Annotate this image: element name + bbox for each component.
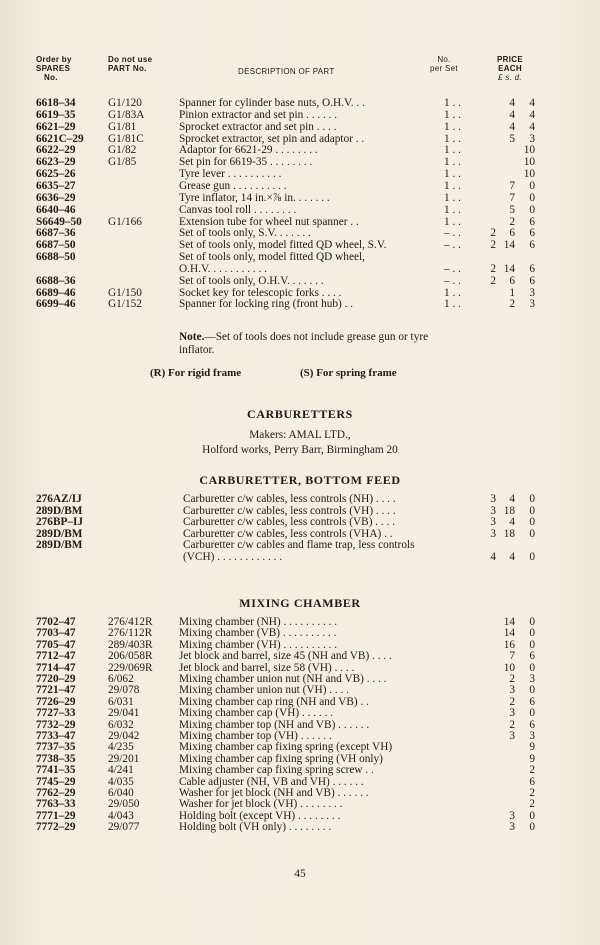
header-part-no bbox=[108, 55, 168, 73]
table-row bbox=[0, 787, 600, 799]
price-shillings: 2 bbox=[509, 718, 515, 731]
table-row bbox=[0, 493, 600, 505]
table-row bbox=[0, 616, 600, 628]
part-description: Cable adjuster (NH, VB and VH) . . . . . . bbox=[179, 775, 364, 788]
price-shillings: 10 bbox=[503, 661, 515, 674]
part-description: Spanner for locking ring (front hub) . . bbox=[179, 298, 354, 311]
part-description: Adaptor for 6621-29 . . . . . . . . bbox=[179, 144, 318, 157]
price-pence: 0 bbox=[529, 638, 535, 651]
part-number: 4/043 bbox=[108, 809, 134, 822]
quantity-per-set: 1 . . bbox=[444, 144, 461, 157]
order-number: S6649–50 bbox=[36, 215, 82, 228]
price-pence: 3 bbox=[529, 298, 535, 311]
price-shillings: 7 bbox=[509, 650, 515, 663]
quantity-per-set: 1 . . bbox=[444, 191, 461, 204]
part-description: Set of tools only, model fitted QD wheel, S.V. bbox=[179, 239, 387, 252]
order-number: 7705–47 bbox=[36, 638, 76, 651]
table-row bbox=[0, 707, 600, 719]
part-description: Mixing chamber top (NH and VB) . . . . . . bbox=[179, 718, 370, 731]
quantity-per-set: – . . bbox=[444, 262, 461, 275]
rigid-frame-key: (R) For rigid frame bbox=[150, 367, 242, 379]
order-number: 7771–29 bbox=[36, 809, 76, 822]
price-shillings: 4 bbox=[509, 516, 515, 528]
price-shillings: 4 bbox=[509, 120, 515, 133]
table-row bbox=[0, 505, 600, 517]
table-row bbox=[0, 516, 600, 528]
order-number: 7772–29 bbox=[36, 821, 76, 834]
table-row bbox=[0, 673, 600, 685]
part-description: Holding bolt (except VH) . . . . . . . . bbox=[179, 809, 341, 822]
price-pence: 0 bbox=[529, 661, 535, 674]
price-shillings: 3 bbox=[509, 730, 515, 742]
price-pounds: 2 bbox=[490, 227, 496, 240]
order-number: 6622–29 bbox=[36, 144, 76, 157]
part-description: O.H.V. . . . . . . . . . . bbox=[179, 262, 267, 275]
part-description: Spanner for cylinder base nuts, O.H.V. . . bbox=[179, 97, 365, 109]
price-pounds: 3 bbox=[490, 504, 496, 517]
table-row bbox=[0, 298, 600, 310]
order-number: 6688–50 bbox=[36, 251, 76, 264]
price-pence: 6 bbox=[529, 650, 535, 663]
table-row bbox=[0, 539, 600, 551]
table-row bbox=[0, 216, 600, 228]
order-number: 6623–29 bbox=[36, 156, 76, 169]
header-order-line: No. bbox=[44, 73, 58, 82]
part-number: G1/120 bbox=[108, 97, 142, 109]
table-row bbox=[0, 764, 600, 776]
price-pence: 6 bbox=[529, 262, 535, 275]
part-description: Jet block and barrel, size 58 (VH) . . . . bbox=[179, 661, 355, 674]
price-pence: 6 bbox=[529, 215, 535, 228]
part-description: Tyre inflator, 14 in.×⅞ in. . . . . . . bbox=[179, 191, 330, 204]
order-number: 6625–26 bbox=[36, 168, 76, 181]
header-price-units: £ s. d. bbox=[498, 73, 522, 82]
price-pence: 0 bbox=[529, 527, 535, 540]
price-pence: 0 bbox=[529, 809, 535, 822]
table-row bbox=[0, 133, 600, 145]
part-number: G1/81 bbox=[108, 120, 137, 133]
table-row bbox=[0, 227, 600, 239]
table-row bbox=[0, 696, 600, 708]
price-pence: 2 bbox=[529, 764, 535, 777]
order-number: 7737–35 bbox=[36, 741, 76, 754]
header-no-line: No. bbox=[437, 55, 451, 64]
part-number: 29/077 bbox=[108, 821, 140, 834]
order-number: 7712–47 bbox=[36, 650, 76, 663]
order-number: 7726–29 bbox=[36, 695, 76, 708]
price-shillings: 6 bbox=[509, 227, 515, 240]
part-description: Tyre lever . . . . . . . . . . bbox=[179, 168, 282, 181]
table-row bbox=[0, 121, 600, 133]
part-description: Carburetter c/w cables, less controls (VH) . . . . bbox=[183, 504, 396, 517]
price-pence: 0 bbox=[529, 550, 535, 563]
price-pence: 9 bbox=[529, 752, 535, 765]
price-shillings: 4 bbox=[509, 108, 515, 121]
price-pence: 0 bbox=[529, 179, 535, 192]
price-shillings: 14 bbox=[503, 616, 515, 628]
price-pence: 0 bbox=[529, 627, 535, 640]
price-shillings: 4 bbox=[509, 493, 515, 505]
part-number: 276/112R bbox=[108, 627, 153, 640]
note bbox=[179, 331, 449, 357]
table-row bbox=[0, 776, 600, 788]
table-row bbox=[0, 730, 600, 742]
order-number: 7720–29 bbox=[36, 673, 76, 685]
price-shillings: 3 bbox=[509, 707, 515, 720]
price-pence: 0 bbox=[529, 516, 535, 528]
order-number: 7727–33 bbox=[36, 707, 76, 720]
quantity-per-set: 1 . . bbox=[444, 132, 461, 145]
quantity-per-set: 1 . . bbox=[444, 120, 461, 133]
part-description: Carburetter c/w cables, less controls (NH) . . . . bbox=[183, 493, 396, 505]
header-part-line: PART No. bbox=[108, 64, 147, 73]
part-description: Holding bolt (VH only) . . . . . . . . bbox=[179, 821, 332, 834]
part-description: Carburetter c/w cables, less controls (VB) . . . . bbox=[183, 516, 396, 528]
order-number: 7741–35 bbox=[36, 764, 76, 777]
spring-frame-key: (S) For spring frame bbox=[300, 367, 397, 379]
quantity-per-set: – . . bbox=[444, 239, 461, 252]
price-pounds: 2 bbox=[490, 262, 496, 275]
part-number: 29/201 bbox=[108, 752, 140, 765]
order-number: 7738–35 bbox=[36, 752, 76, 765]
price-pence: 0 bbox=[529, 203, 535, 216]
part-description: Mixing chamber cap ring (NH and VB) . . bbox=[179, 695, 369, 708]
header-order-line: Order by bbox=[36, 55, 72, 64]
price-pence: 3 bbox=[529, 286, 535, 299]
price-shillings: 18 bbox=[503, 504, 515, 517]
price-pence: 0 bbox=[529, 707, 535, 720]
quantity-per-set: 1 . . bbox=[444, 168, 461, 181]
price-pence: 4 bbox=[529, 120, 535, 133]
part-number: G1/81C bbox=[108, 132, 144, 145]
part-description: Washer for jet block (VH) . . . . . . . . bbox=[179, 798, 343, 811]
part-description: Washer for jet block (NH and VB) . . . . . . bbox=[179, 787, 369, 799]
price-pence: 6 bbox=[529, 227, 535, 240]
part-description: Mixing chamber cap fixing spring (except VH) bbox=[179, 741, 393, 754]
part-description: Set of tools only, model fitted QD wheel, bbox=[179, 251, 365, 264]
quantity-per-set: 1 . . bbox=[444, 97, 461, 109]
table-row bbox=[0, 798, 600, 810]
price-pence: 3 bbox=[529, 730, 535, 742]
table-row bbox=[0, 639, 600, 651]
header-description: DESCRIPTION OF PART bbox=[238, 67, 335, 76]
part-number: 276/412R bbox=[108, 616, 153, 628]
price-pence: 2 bbox=[529, 787, 535, 799]
note-label: Note. bbox=[179, 331, 205, 343]
part-description: Sprocket extractor, set pin and adaptor . . bbox=[179, 132, 365, 145]
order-number: 7702–47 bbox=[36, 616, 76, 628]
table-row bbox=[0, 650, 600, 662]
part-number: 4/241 bbox=[108, 764, 134, 777]
table-row bbox=[0, 97, 600, 109]
part-description: Mixing chamber (VH) . . . . . . . . . . bbox=[179, 638, 338, 651]
table-row bbox=[0, 180, 600, 192]
part-number: G1/150 bbox=[108, 286, 142, 299]
price-pounds: 3 bbox=[490, 493, 496, 505]
quantity-per-set: – . . bbox=[444, 227, 461, 240]
table-row bbox=[0, 287, 600, 299]
price-pence: 6 bbox=[529, 718, 535, 731]
part-number: G1/166 bbox=[108, 215, 142, 228]
price-shillings: 16 bbox=[503, 638, 515, 651]
price-shillings: 4 bbox=[509, 550, 515, 563]
quantity-per-set: – . . bbox=[444, 274, 461, 287]
price-pence: 2 bbox=[529, 798, 535, 811]
part-description: (VCH) . . . . . . . . . . . . bbox=[183, 550, 283, 563]
header-order-by bbox=[36, 55, 96, 82]
makers-address: Holford works, Perry Barr, Birmingham 20 bbox=[202, 444, 398, 456]
table-row bbox=[0, 551, 600, 563]
order-number: 6687–50 bbox=[36, 239, 76, 252]
note-text: —Set of tools does not include grease gun or tyre inflator. bbox=[179, 331, 429, 356]
price-pounds: 3 bbox=[490, 527, 496, 540]
price-pence: 9 bbox=[529, 741, 535, 754]
table-row bbox=[0, 662, 600, 674]
header-price-each bbox=[480, 55, 540, 82]
part-description: Mixing chamber union nut (NH and VB) . . . . bbox=[179, 673, 387, 685]
order-number: 7763–33 bbox=[36, 798, 76, 811]
part-number: 29/042 bbox=[108, 730, 140, 742]
price-shillings: 14 bbox=[503, 239, 515, 252]
table-row bbox=[0, 144, 600, 156]
part-description: Socket key for telescopic forks . . . . bbox=[179, 286, 342, 299]
part-number: 6/062 bbox=[108, 673, 134, 685]
price-shillings: 4 bbox=[509, 97, 515, 109]
price-pence: 3 bbox=[529, 132, 535, 145]
table-row bbox=[0, 719, 600, 731]
order-number: 6636–29 bbox=[36, 191, 76, 204]
table-row bbox=[0, 810, 600, 822]
order-number: 6687–36 bbox=[36, 227, 76, 240]
table-row bbox=[0, 239, 600, 251]
part-description: Mixing chamber cap fixing spring (VH only) bbox=[179, 752, 383, 765]
part-number: 29/041 bbox=[108, 707, 140, 720]
price-shillings: 18 bbox=[503, 527, 515, 540]
order-number: 6618–34 bbox=[36, 97, 76, 109]
table-row bbox=[0, 753, 600, 765]
order-number: 6621C–29 bbox=[36, 132, 84, 145]
part-description: Set of tools only, O.H.V. . . . . . . bbox=[179, 274, 324, 287]
quantity-per-set: 1 . . bbox=[444, 203, 461, 216]
order-number: 276AZ/IJ bbox=[36, 493, 82, 505]
order-number: 7762–29 bbox=[36, 787, 76, 799]
price-pounds: 4 bbox=[490, 550, 496, 563]
part-description: Mixing chamber cap fixing spring screw . . bbox=[179, 764, 374, 777]
order-number: 7703–47 bbox=[36, 627, 76, 640]
price-shillings: 3 bbox=[509, 821, 515, 834]
order-number: 7733–47 bbox=[36, 730, 76, 742]
part-number: G1/85 bbox=[108, 156, 137, 169]
price-shillings: 2 bbox=[509, 695, 515, 708]
part-description: Pinion extractor and set pin . . . . . . bbox=[179, 108, 338, 121]
price-shillings: 14 bbox=[503, 627, 515, 640]
quantity-per-set: 1 . . bbox=[444, 298, 461, 311]
price-shillings: 2 bbox=[509, 298, 515, 311]
section-carburetters: CARBURETTERS bbox=[247, 407, 353, 421]
order-number: 7745–29 bbox=[36, 775, 76, 788]
order-number: 6635–27 bbox=[36, 179, 76, 192]
price-shillings: 3 bbox=[509, 809, 515, 822]
quantity-per-set: 1 . . bbox=[444, 215, 461, 228]
section-bottom-feed: CARBURETTER, BOTTOM FEED bbox=[199, 473, 401, 487]
price-shillings: 5 bbox=[509, 203, 515, 216]
price-pence: 0 bbox=[529, 616, 535, 628]
table-row bbox=[0, 109, 600, 121]
part-description: Mixing chamber (VB) . . . . . . . . . . bbox=[179, 627, 337, 640]
price-pence: 10 bbox=[523, 156, 535, 169]
price-pence: 0 bbox=[529, 191, 535, 204]
order-number: 6688–36 bbox=[36, 274, 76, 287]
part-description: Mixing chamber (NH) . . . . . . . . . . bbox=[179, 616, 338, 628]
order-number: 6621–29 bbox=[36, 120, 76, 133]
order-number: 289D/BM bbox=[36, 539, 83, 551]
price-shillings: 6 bbox=[509, 274, 515, 287]
part-number: 6/040 bbox=[108, 787, 134, 799]
part-number: 4/235 bbox=[108, 741, 134, 754]
price-pounds: 3 bbox=[490, 516, 496, 528]
table-row bbox=[0, 192, 600, 204]
section-mixing-chamber: MIXING CHAMBER bbox=[239, 596, 361, 610]
part-description: Set pin for 6619-35 . . . . . . . . bbox=[179, 156, 313, 169]
quantity-per-set: 1 . . bbox=[444, 179, 461, 192]
part-description: Extension tube for wheel nut spanner . . bbox=[179, 215, 359, 228]
price-shillings: 7 bbox=[509, 179, 515, 192]
part-description: Grease gun . . . . . . . . . . bbox=[179, 179, 287, 192]
makers-line: Makers: AMAL LTD., bbox=[249, 429, 351, 441]
price-pounds: 2 bbox=[490, 239, 496, 252]
price-shillings: 2 bbox=[509, 215, 515, 228]
table-row bbox=[0, 627, 600, 639]
part-number: 229/069R bbox=[108, 661, 153, 674]
table-row bbox=[0, 251, 600, 263]
part-number: 289/403R bbox=[108, 638, 153, 651]
header-price-line: EACH bbox=[498, 64, 522, 73]
table-row bbox=[0, 741, 600, 753]
part-number: 206/058R bbox=[108, 650, 153, 663]
header-price-line: PRICE bbox=[497, 55, 523, 64]
part-number: G1/152 bbox=[108, 298, 142, 311]
table-row bbox=[0, 156, 600, 168]
price-shillings: 5 bbox=[509, 132, 515, 145]
price-pounds: 2 bbox=[490, 274, 496, 287]
price-pence: 6 bbox=[529, 274, 535, 287]
part-description: Mixing chamber cap (VH) . . . . . . bbox=[179, 707, 334, 720]
order-number: 6619–35 bbox=[36, 108, 76, 121]
part-number: G1/83A bbox=[108, 108, 145, 121]
page-number: 45 bbox=[294, 868, 306, 880]
header-part-line: Do not use bbox=[108, 55, 153, 64]
order-number: 6699–46 bbox=[36, 298, 76, 311]
table-row bbox=[0, 684, 600, 696]
order-number: 6689–46 bbox=[36, 286, 76, 299]
header-no-line: per Set bbox=[430, 64, 458, 73]
part-number: 29/078 bbox=[108, 684, 140, 697]
price-shillings: 1 bbox=[509, 286, 515, 299]
part-number: 6/031 bbox=[108, 695, 134, 708]
order-number: 289D/BM bbox=[36, 527, 83, 540]
order-number: 6640–46 bbox=[36, 203, 76, 216]
price-shillings: 3 bbox=[509, 684, 515, 697]
price-pence: 0 bbox=[529, 821, 535, 834]
price-pence: 10 bbox=[523, 168, 535, 181]
part-number: 6/032 bbox=[108, 718, 134, 731]
table-row bbox=[0, 168, 600, 180]
price-pence: 4 bbox=[529, 108, 535, 121]
part-number: 29/050 bbox=[108, 798, 140, 811]
table-row bbox=[0, 528, 600, 540]
price-shillings: 14 bbox=[503, 262, 515, 275]
price-shillings: 2 bbox=[509, 673, 515, 685]
order-number: 7732–29 bbox=[36, 718, 76, 731]
price-pence: 0 bbox=[529, 684, 535, 697]
quantity-per-set: 1 . . bbox=[444, 108, 461, 121]
price-pence: 6 bbox=[529, 775, 535, 788]
part-description: Carburetter c/w cables and flame trap, less controls bbox=[183, 539, 415, 551]
table-row bbox=[0, 275, 600, 287]
header-no-per-set bbox=[424, 55, 464, 73]
order-number: 7721–47 bbox=[36, 684, 76, 697]
price-pence: 10 bbox=[523, 144, 535, 157]
order-number: 289D/BM bbox=[36, 504, 83, 517]
part-description: Canvas tool roll . . . . . . . . bbox=[179, 203, 297, 216]
part-description: Set of tools only, S.V. . . . . . . bbox=[179, 227, 311, 240]
table-row bbox=[0, 204, 600, 216]
part-description: Mixing chamber union nut (VH) . . . . bbox=[179, 684, 350, 697]
order-number: 7714–47 bbox=[36, 661, 76, 674]
quantity-per-set: 1 . . bbox=[444, 156, 461, 169]
price-pence: 3 bbox=[529, 673, 535, 685]
part-description: Jet block and barrel, size 45 (NH and VB) . . . . bbox=[179, 650, 392, 663]
table-row bbox=[0, 263, 600, 275]
part-number: 4/035 bbox=[108, 775, 134, 788]
price-pence: 0 bbox=[529, 493, 535, 505]
price-pence: 6 bbox=[529, 239, 535, 252]
part-description: Mixing chamber top (VH) . . . . . . bbox=[179, 730, 332, 742]
price-pence: 0 bbox=[529, 504, 535, 517]
price-pence: 4 bbox=[529, 97, 535, 109]
header-order-line: SPARES bbox=[36, 64, 71, 73]
table-row bbox=[0, 821, 600, 833]
price-shillings: 7 bbox=[509, 191, 515, 204]
order-number: 276BP–IJ bbox=[36, 516, 84, 528]
part-number: G1/82 bbox=[108, 144, 137, 157]
price-pence: 6 bbox=[529, 695, 535, 708]
part-description: Sprocket extractor and set pin . . . . bbox=[179, 120, 337, 133]
part-description: Carburetter c/w cables, less controls (VHA) . . bbox=[183, 527, 393, 540]
quantity-per-set: 1 . . bbox=[444, 286, 461, 299]
